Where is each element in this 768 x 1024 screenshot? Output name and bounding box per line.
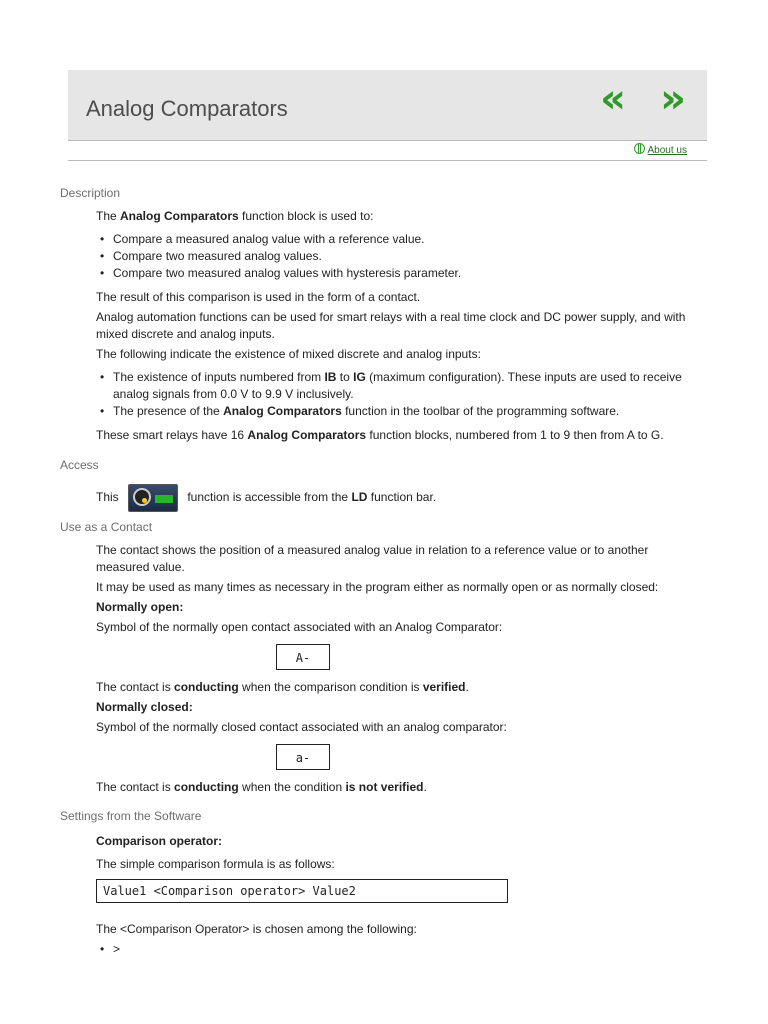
bold-text: conducting — [174, 680, 239, 694]
text: The existence of inputs numbered from — [113, 370, 325, 384]
text: (maximum configuration). These inputs are used to receive analog signals from 0.0 V to 9.9 V inclusively. — [113, 370, 682, 401]
text: when the condition — [238, 780, 346, 794]
description-intro — [96, 208, 696, 225]
bold-text: IG — [353, 370, 366, 384]
bold-text: Analog Comparators — [120, 209, 239, 223]
bold-text: Analog Comparators — [223, 404, 342, 418]
operator-chosen-text: The <Comparison Operator> is chosen among the following: — [96, 922, 417, 936]
text: The contact is — [96, 680, 175, 694]
section-heading-description: Description — [60, 186, 121, 200]
access-paragraph — [96, 482, 696, 512]
bold-text: is not verified — [345, 780, 424, 794]
paragraph-result: The result of this comparison is used in the form of a contact. — [96, 290, 421, 304]
text: This — [96, 490, 123, 504]
contact-paragraph-2: It may be used as many times as necessary in the program either as normally open or as normally closed: — [96, 580, 659, 594]
contact-paragraph-1: The contact shows the position of a measured analog value in relation to a reference value or to another measured value. — [96, 543, 649, 574]
list-item: • Compare two measured analog values with hysteresis parameter. — [113, 265, 703, 282]
operator-list — [96, 941, 703, 958]
text: function is accessible from the — [184, 490, 352, 504]
dot-icon — [142, 498, 147, 503]
previous-page-button[interactable] — [596, 76, 630, 122]
text: The presence of the — [113, 404, 224, 418]
normally-closed-symbol: a- — [276, 744, 330, 770]
list-item — [113, 369, 703, 403]
bold-text: IB — [324, 370, 337, 384]
list-item: • Compare two measured analog values. — [113, 248, 703, 265]
normally-closed-result — [96, 779, 696, 796]
list-item: • > — [113, 941, 703, 958]
about-bar — [68, 140, 707, 161]
page-header — [68, 70, 707, 141]
inputs-bullets — [96, 369, 703, 420]
bold-text: verified — [422, 680, 466, 694]
text: when the comparison condition is — [238, 680, 423, 694]
paragraph-indicate: The following indicate the existence of mixed discrete and analog inputs: — [96, 347, 481, 361]
double-chevron-right-icon: » — [660, 76, 686, 122]
text: function in the toolbar of the programming software. — [341, 404, 620, 418]
paragraph-automation: Analog automation functions can be used for smart relays with a real time clock and DC power supply, and with mixed discrete and analog inputs. — [96, 310, 686, 341]
next-page-button[interactable] — [656, 76, 690, 122]
bold-text: Analog Comparators — [247, 428, 367, 442]
double-chevron-left-icon: « — [600, 76, 626, 122]
comparison-operator-heading: Comparison operator: — [96, 834, 223, 848]
text: to — [336, 370, 354, 384]
normally-open-heading: Normally open: — [96, 600, 184, 614]
paragraph-relays — [96, 427, 696, 444]
text: The contact is — [96, 780, 175, 794]
analog-comparator-icon[interactable] — [128, 484, 178, 512]
page-title: Analog Comparators — [86, 96, 288, 121]
globe-icon — [634, 143, 645, 154]
bold-text: conducting — [174, 780, 239, 794]
normally-open-symbol: A- — [276, 644, 330, 670]
text: The — [96, 209, 121, 223]
text: function block is used to: — [238, 209, 374, 223]
normally-closed-heading: Normally closed: — [96, 700, 193, 714]
text: . — [465, 680, 469, 694]
formula-text: The simple comparison formula is as follows: — [96, 857, 335, 871]
content — [0, 186, 768, 958]
description-bullets — [96, 231, 703, 282]
bar-icon — [155, 495, 173, 503]
normally-open-symbol-text: Symbol of the normally open contact associated with an Analog Comparator: — [96, 620, 503, 634]
section-heading-access: Access — [60, 458, 99, 472]
section-heading-contact: Use as a Contact — [60, 520, 153, 534]
about-us-label: About us — [647, 145, 687, 156]
text: function bar. — [367, 490, 437, 504]
dial-icon — [133, 488, 151, 506]
normally-open-result — [96, 679, 696, 696]
about-us-link[interactable] — [634, 143, 687, 156]
bold-text: LD — [351, 490, 368, 504]
text: These smart relays have 16 — [96, 428, 248, 442]
text: function blocks, numbered from 1 to 9 then from A to G. — [366, 428, 664, 442]
text: . — [423, 780, 427, 794]
list-item: • Compare a measured analog value with a reference value. — [113, 231, 703, 248]
formula-box: Value1 <Comparison operator> Value2 — [96, 879, 508, 903]
normally-closed-symbol-text: Symbol of the normally closed contact associated with an analog comparator: — [96, 720, 507, 734]
list-item — [113, 403, 703, 420]
section-heading-settings: Settings from the Software — [60, 809, 202, 823]
